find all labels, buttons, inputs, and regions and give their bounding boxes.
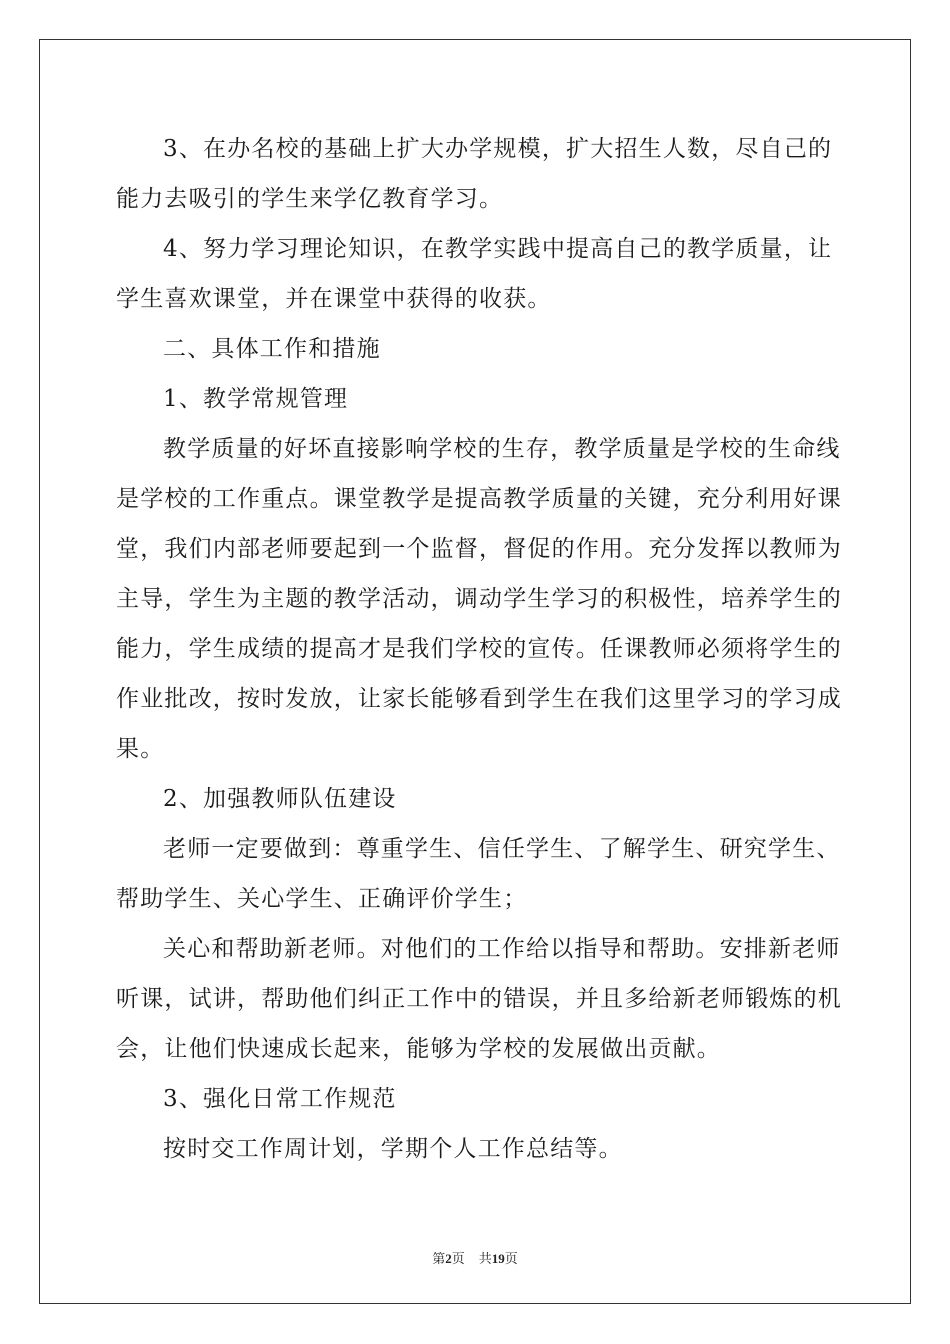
page-number: 2 [445,1251,452,1266]
section-heading: 二、具体工作和措施 [163,336,381,362]
paragraph-line: 能力去吸引的学生来学亿教育学习。 [116,186,504,212]
total-pages: 19 [491,1251,505,1266]
total-prefix: 共 [478,1251,492,1266]
paragraph-line: 老师一定要做到：尊重学生、信任学生、了解学生、研究学生、 [163,836,841,862]
total-suffix: 页 [504,1251,518,1266]
paragraph-line: 作业批改，按时发放，让家长能够看到学生在我们这里学习的学习成 [116,686,842,712]
paragraph-line: 教学质量的好坏直接影响学校的生存，教学质量是学校的生命线 [163,436,841,462]
page-footer [0,1248,950,1267]
subsection-heading: 3、强化日常工作规范 [163,1086,397,1112]
page-suffix: 页 [451,1251,465,1266]
paragraph-line: 听课，试讲，帮助他们纠正工作中的错误，并且多给新老师锻炼的机 [116,986,842,1012]
paragraph-line: 果。 [116,736,165,762]
paragraph-line: 是学校的工作重点。课堂教学是提高教学质量的关键，充分利用好课 [116,486,842,512]
page-prefix: 第 [432,1251,446,1266]
paragraph-line: 4、努力学习理论知识，在教学实践中提高自己的教学质量，让 [163,236,833,262]
paragraph-line: 按时交工作周计划，学期个人工作总结等。 [163,1136,623,1162]
paragraph-line: 3、在办名校的基础上扩大办学规模，扩大招生人数，尽自己的 [163,136,833,162]
subsection-heading: 2、加强教师队伍建设 [163,786,397,812]
paragraph-line: 堂，我们内部老师要起到一个监督，督促的作用。充分发挥以教师为 [116,536,842,562]
subsection-heading: 1、教学常规管理 [163,386,349,412]
paragraph-line: 学生喜欢课堂，并在课堂中获得的收获。 [116,286,552,312]
document-body [116,124,842,1174]
paragraph-line: 能力，学生成绩的提高才是我们学校的宣传。任课教师必须将学生的 [116,636,842,662]
paragraph-line: 帮助学生、关心学生、正确评价学生； [116,886,528,912]
paragraph-line: 主导，学生为主题的教学活动，调动学生学习的积极性，培养学生的 [116,586,842,612]
paragraph-line: 会，让他们快速成长起来，能够为学校的发展做出贡献。 [116,1036,721,1062]
paragraph-line: 关心和帮助新老师。对他们的工作给以指导和帮助。安排新老师 [163,936,841,962]
